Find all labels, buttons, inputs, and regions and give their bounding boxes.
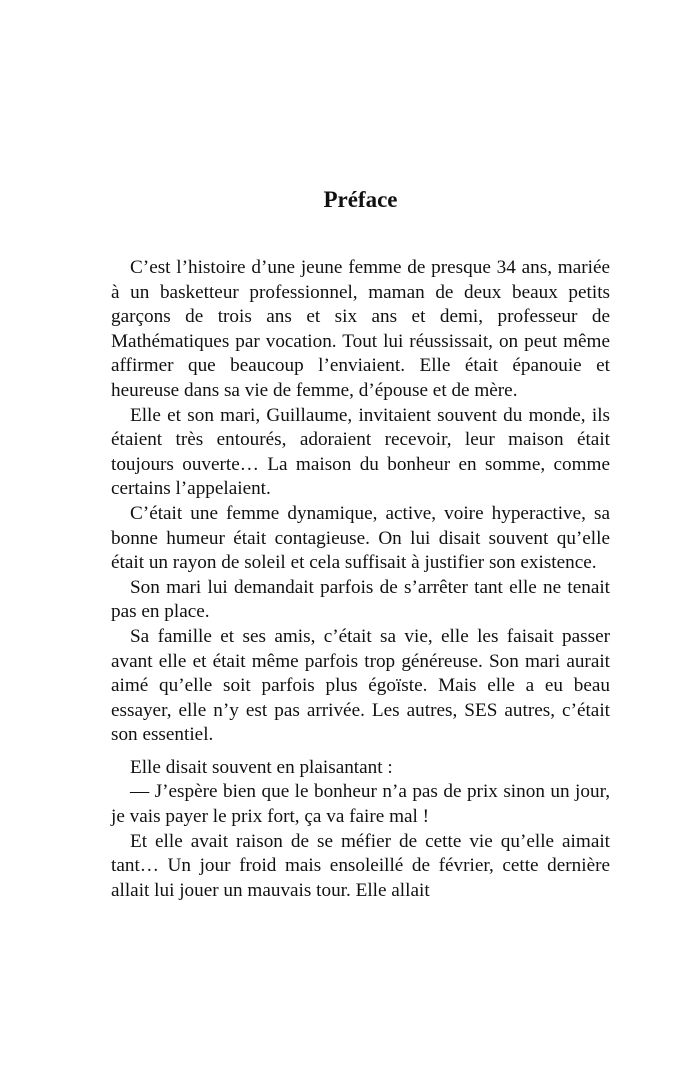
paragraph: C’était une femme dynamique, active, voire hyperactive, sa bonne humeur était contagieuse. On lui disait souvent qu’elle était un rayon de soleil et cela suffisait à justifier son existence.: [111, 502, 610, 574]
paragraph: Son mari lui demandait parfois de s’arrêter tant elle ne tenait pas en place.: [111, 576, 610, 623]
paragraph: Elle disait souvent en plaisantant :: [130, 756, 393, 778]
preface-body: [111, 256, 610, 903]
chapter-title: Préface: [323, 187, 398, 212]
paragraph: Elle et son mari, Guillaume, invitaient souvent du monde, ils étaient très entourés, adoraient recevoir, leur maison était toujours ouverte… La maison du bonheur en somme, comme certains l’appelaient.: [111, 404, 610, 500]
paragraph: Sa famille et ses amis, c’était sa vie, elle les faisait passer avant elle et était même parfois trop généreuse. Son mari aurait aimé qu’elle soit parfois plus égoïste. Mais elle a eu beau essayer, elle n’y est pas arrivée. Les autres, SES autres, c’était son essentiel.: [111, 625, 610, 746]
paragraph: C’est l’histoire d’une jeune femme de presque 34 ans, mariée à un basketteur professionnel, maman de deux beaux petits garçons de trois ans et six ans et demi, professeur de Mathématiques par vocation. Tout lui réussissait, on peut même affirmer que beaucoup l’enviaient. Elle était épanouie et heureuse dans sa vie de femme, d’épouse et de mère.: [111, 257, 610, 401]
dialogue-line: — J’espère bien que le bonheur n’a pas de prix sinon un jour, je vais payer le prix fort, ça va faire mal !: [111, 781, 610, 828]
paragraph: Et elle avait raison de se méfier de cette vie qu’elle aimait tant… Un jour froid mais ensoleillé de février, cette dernière allait lui jouer un mauvais tour. Elle allait: [111, 830, 610, 901]
book-page: [111, 0, 610, 1080]
